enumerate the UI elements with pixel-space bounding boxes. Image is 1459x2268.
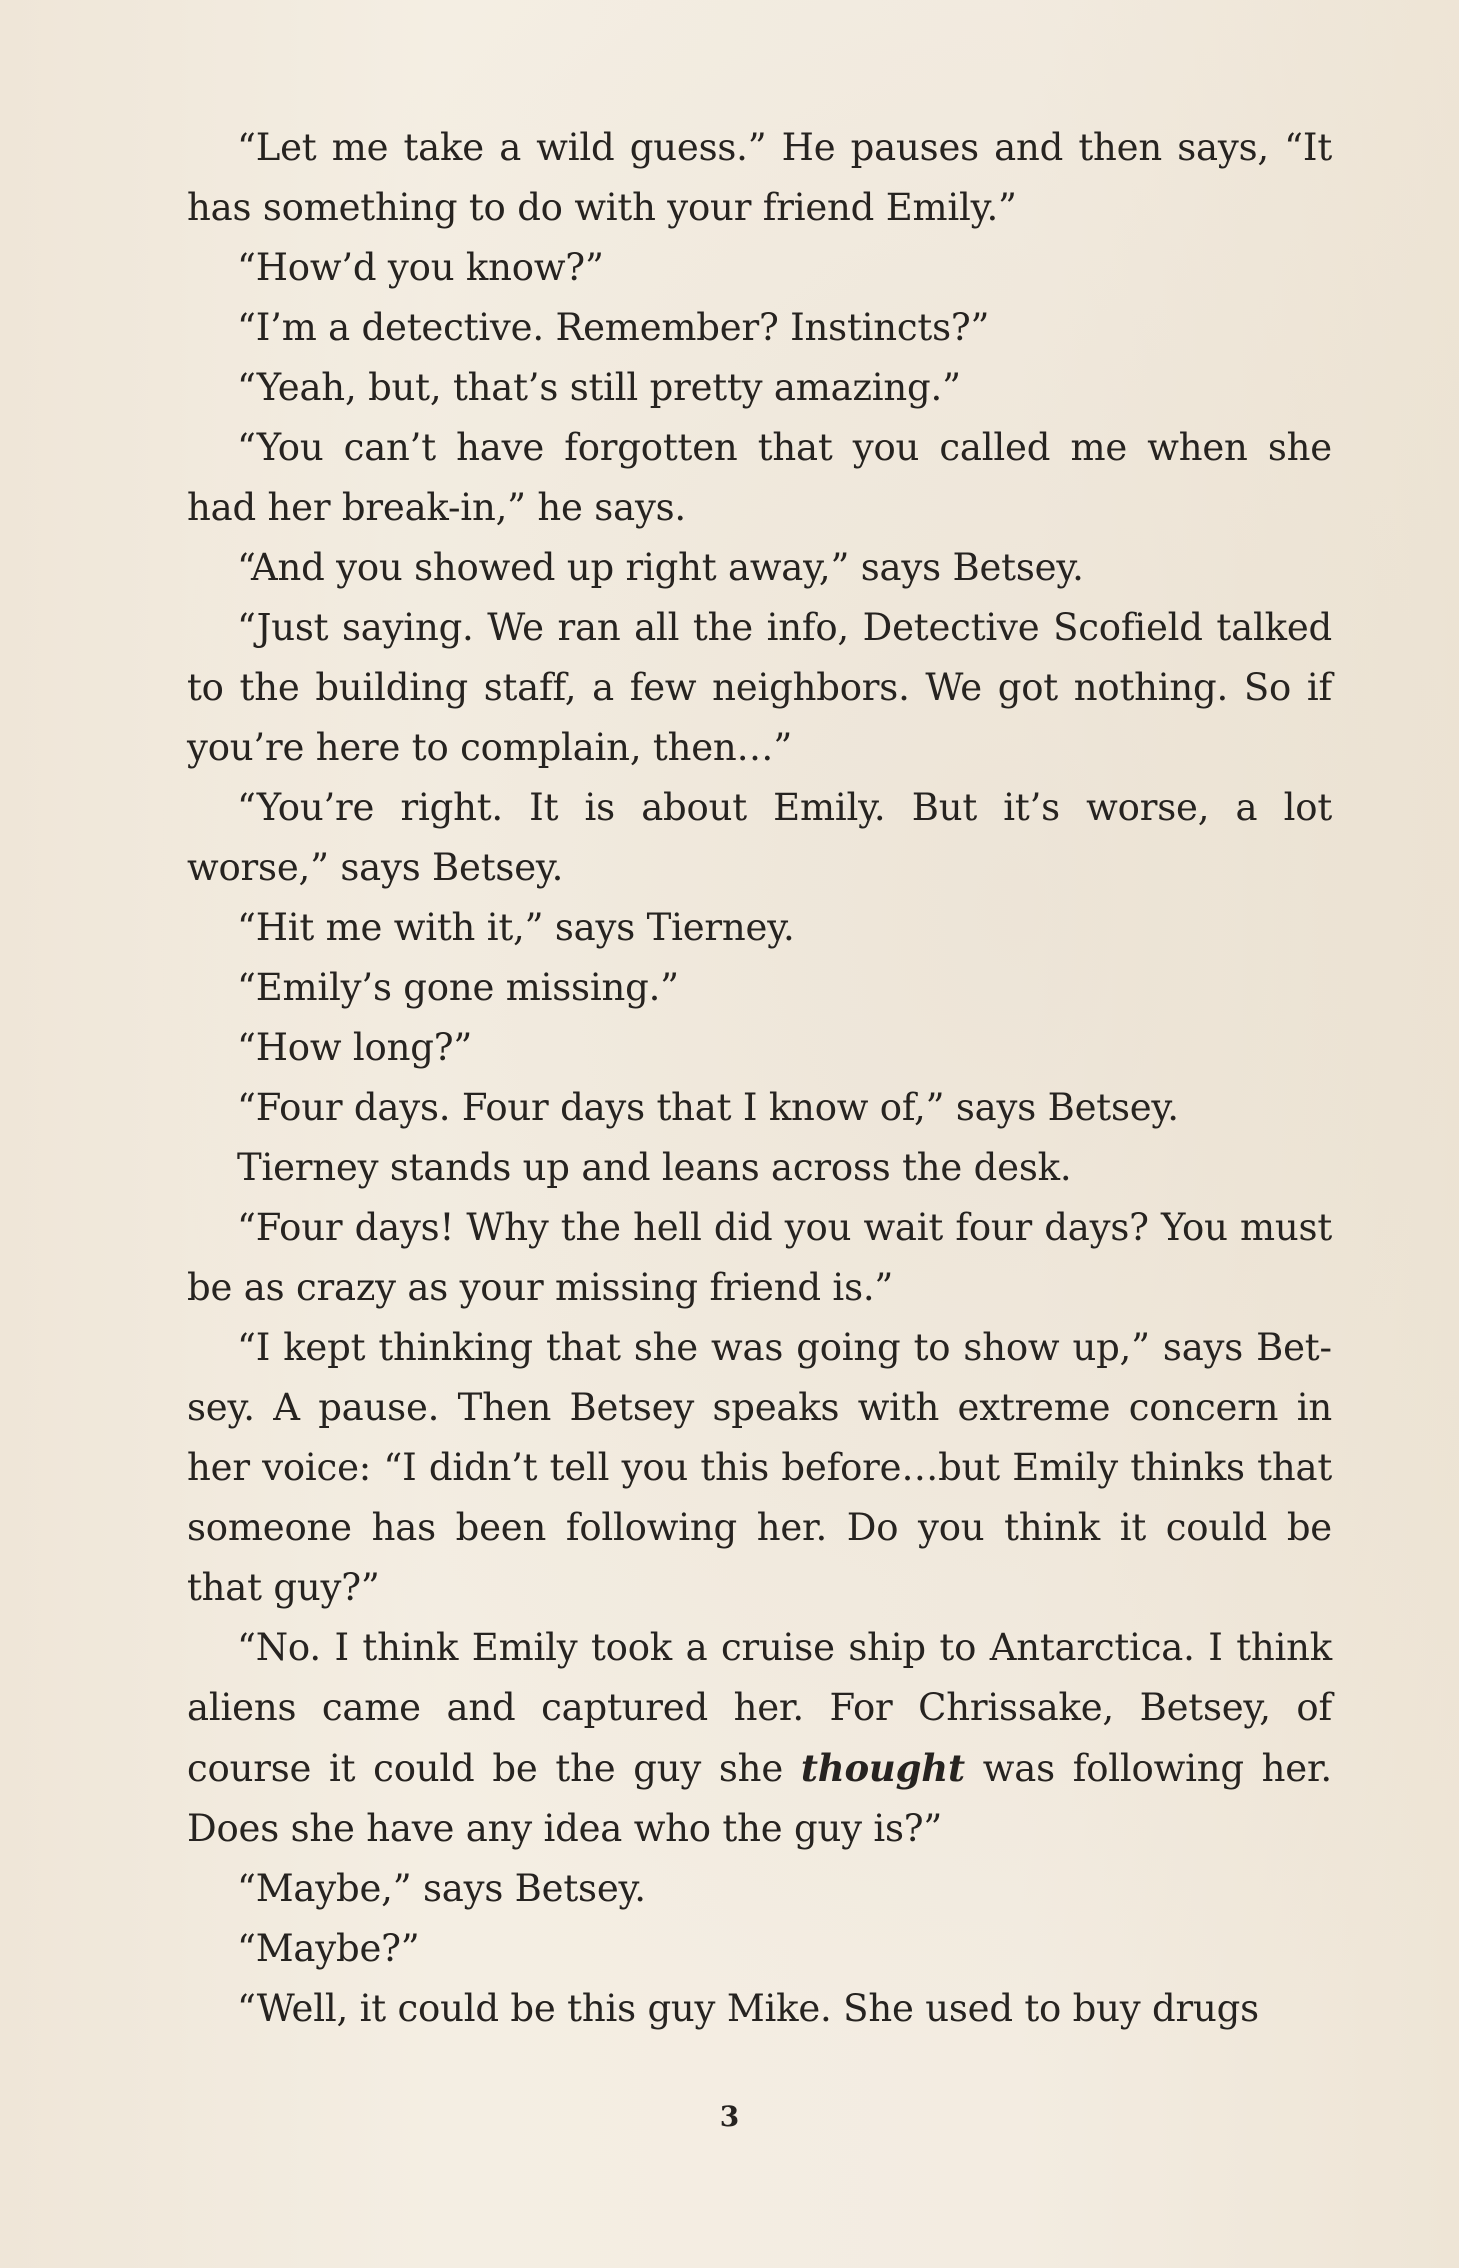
paragraph: “Maybe?” xyxy=(237,1927,420,1970)
page-number: 3 xyxy=(719,2100,740,2133)
paragraph: “How’d you know?” xyxy=(237,246,604,289)
paragraph: “Maybe,” says Betsey. xyxy=(237,1867,646,1910)
paragraph: “Yeah, but, that’s still pretty amazing.” xyxy=(237,366,961,409)
paragraph: “Just saying. We ran all the info, Detective Scofield talked to the building staff, a few neighbors. We got nothing. So if you’re here to complain, then…” xyxy=(187,606,1332,769)
paragraph: “Four days! Why the hell did you wait four days? You must be as crazy as your missing friend is.” xyxy=(187,1206,1332,1309)
paragraph: “Four days. Four days that I know of,” says Betsey. xyxy=(237,1086,1179,1129)
paragraph xyxy=(187,1618,1332,1859)
paragraph: Tierney stands up and leans across the desk. xyxy=(237,1146,1072,1189)
paragraph: “You’re right. It is about Emily. But it’s worse, a lot worse,” says Betsey. xyxy=(187,786,1332,889)
paragraph: “Hit me with it,” says Tierney. xyxy=(237,906,795,949)
paragraph: “You can’t have forgotten that you called me when she had her break-in,” he says. xyxy=(187,426,1332,529)
paragraph: “I’m a detective. Remember? Instincts?” xyxy=(237,306,990,349)
paragraph: “Emily’s gone missing.” xyxy=(237,966,679,1009)
paragraph: “Well, it could be this guy Mike. She used to buy drugs xyxy=(237,1987,1259,2030)
emphasized-word: thought xyxy=(800,1746,965,1790)
body-text xyxy=(187,118,1332,2039)
paragraph: “And you showed up right away,” says Betsey. xyxy=(237,546,1084,589)
paragraph-segment: was following her. Does she have any idea who the guy is?” xyxy=(187,1747,1332,1850)
paragraph: “Let me take a wild guess.” He pauses and then says, “It has something to do with your friend Emily.” xyxy=(187,126,1332,229)
paragraph-segment: “No. I think Emily took a cruise ship to Antarctica. I think aliens came and captured her. For Chrissake, Betsey, of course it could be the guy she xyxy=(187,1626,1332,1790)
paragraph: “How long?” xyxy=(237,1026,473,1069)
paragraph: “I kept thinking that she was going to show up,” says Betsey. A pause. Then Betsey speaks with extreme concern in her voice: “I didn’t tell you this before…but Emily thinks that someone has been following her. Do you think it could be that guy?” xyxy=(187,1326,1332,1609)
